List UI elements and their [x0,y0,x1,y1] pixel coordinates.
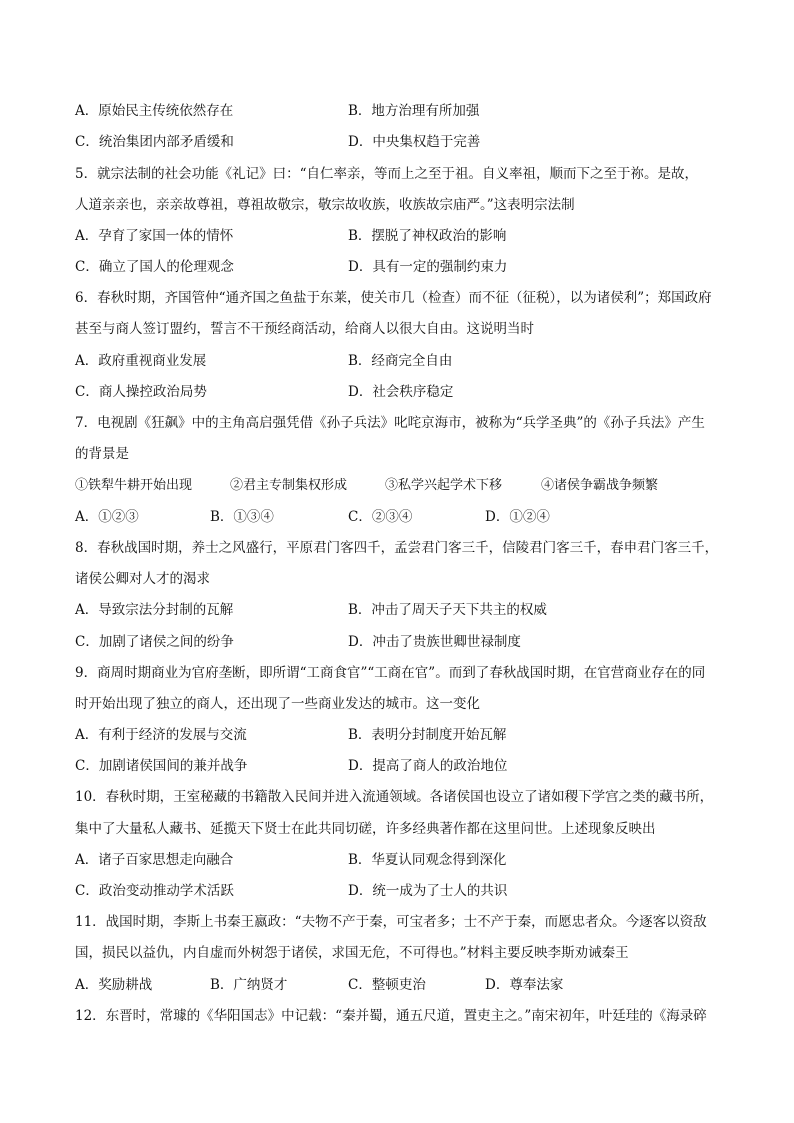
q6-option-b: B．经商完全自由 [348,353,453,369]
q11-stem-line-1: 11．战国时期，李斯上书秦王嬴政：“夫物不产于秦，可宝者多；士不产于秦，而愿忠者众。今逐客以资敌 [75,914,707,930]
q7-option-a: A．①②③ [75,509,139,525]
q5-option-c: C．确立了国人的伦理观念 [75,259,234,275]
q4-option-a: A．原始民主传统依然存在 [75,103,234,119]
q6-option-d: D．社会秩序稳定 [348,384,454,400]
q10-option-a: A．诸子百家思想走向融合 [75,852,234,868]
q5-option-a: A．孕育了家国一体的情怀 [75,228,234,244]
q5-option-d: D．具有一定的强制约束力 [348,259,508,275]
q11-option-b: B．广纳贤才 [210,977,288,993]
q10-option-d: D．统一成为了士人的共识 [348,883,508,899]
q6-stem-line-2: 甚至与商人签订盟约，誓言不干预经商活动，给商人以很大自由。这说明当时 [75,321,534,337]
q7-statement-1: ①铁犁牛耕开始出现 [75,478,193,493]
q7-option-c: C．②③④ [348,509,413,525]
q10-stem-line-2: 集中了大量私人藏书、延揽天下贤士在此共同切磋，许多经典著作都在这里问世。上述现象反映出 [75,821,656,837]
q11-stem-line-2: 国，损民以益仇，内自虚而外树怨于诸侯，求国无危，不可得也。”材料主要反映李斯劝诫秦王 [75,945,629,961]
q9-option-a: A．有利于经济的发展与交流 [75,727,247,743]
q8-stem-line-2: 诸侯公卿对人才的渴求 [75,571,210,587]
q7-statement-3: ③私学兴起学术下移 [385,478,503,493]
q5-stem-line-1: 5．就宗法制的社会功能《礼记》曰：“自仁率亲，等而上之至于祖。自义率祖，顺而下之至于祢。是故， [75,166,698,182]
q5-option-b: B．摆脱了神权政治的影响 [348,228,507,244]
q6-stem-line-1: 6．春秋时期，齐国管仲“通齐国之鱼盐于东莱，使关市几（检查）而不征（征税），以为诸侯利”；郑国政府 [75,290,712,306]
q8-option-a: A．导致宗法分封制的瓦解 [75,602,234,618]
q7-stem-line-1: 7．电视剧《狂飙》中的主角高启强凭借《孙子兵法》叱咤京海市，被称为“兵学圣典”的《孙子兵法》产生 [75,415,705,431]
q10-option-b: B．华夏认同观念得到深化 [348,852,507,868]
q7-statement-2: ②君主专制集权形成 [230,478,348,493]
q11-option-a: A．奖励耕战 [75,977,153,993]
q7-statement-4: ④诸侯争霸战争频繁 [541,478,659,493]
q11-option-c: C．整顿吏治 [348,977,426,993]
q7-stem-line-2: 的背景是 [75,446,129,462]
q9-option-c: C．加剧诸侯国间的兼并战争 [75,758,248,774]
q8-option-c: C．加剧了诸侯之间的纷争 [75,634,234,650]
q4-option-c: C．统治集团内部矛盾缓和 [75,134,234,150]
q8-option-b: B．冲击了周天子天下共主的权威 [348,602,547,618]
q10-option-c: C．政治变动推动学术活跃 [75,883,234,899]
q8-stem-line-1: 8．春秋战国时期，养士之风盛行，平原君门客四千，孟尝君门客三千，信陵君门客三千，春申君门客三千， [75,540,719,556]
q9-stem-line-2: 时开始出现了独立的商人，还出现了一些商业发达的城市。这一变化 [75,696,480,712]
q5-stem-line-2: 人道亲亲也，亲亲故尊祖，尊祖故敬宗，敬宗故收族，收族故宗庙严。”这表明宗法制 [75,197,575,213]
q9-option-d: D．提高了商人的政治地位 [348,758,508,774]
q6-option-c: C．商人操控政治局势 [75,384,207,400]
q7-option-b: B．①③④ [210,509,274,525]
q11-option-d: D．尊奉法家 [485,977,564,993]
q8-option-d: D．冲击了贵族世卿世禄制度 [348,634,521,650]
q9-option-b: B．表明分封制度开始瓦解 [348,727,507,743]
q12-stem-line-1: 12．东晋时，常璩的《华阳国志》中记载：“秦并蜀，通五尺道，置吏主之。”南宋初年，叶廷珪的《海录碎 [75,1008,707,1024]
q4-option-d: D．中央集权趋于完善 [348,134,481,150]
q10-stem-line-1: 10．春秋时期，王室秘藏的书籍散入民间并进入流通领域。各诸侯国也设立了诸如稷下学宫之类的藏书所， [75,789,714,805]
q7-option-d: D．①②④ [485,509,550,525]
q9-stem-line-1: 9．商周时期商业为官府垄断，即所谓“工商食官”“工商在官”。而到了春秋战国时期，在官营商业存在的同 [75,665,706,681]
q4-option-b: B．地方治理有所加强 [348,103,480,119]
q6-option-a: A．政府重视商业发展 [75,353,207,369]
